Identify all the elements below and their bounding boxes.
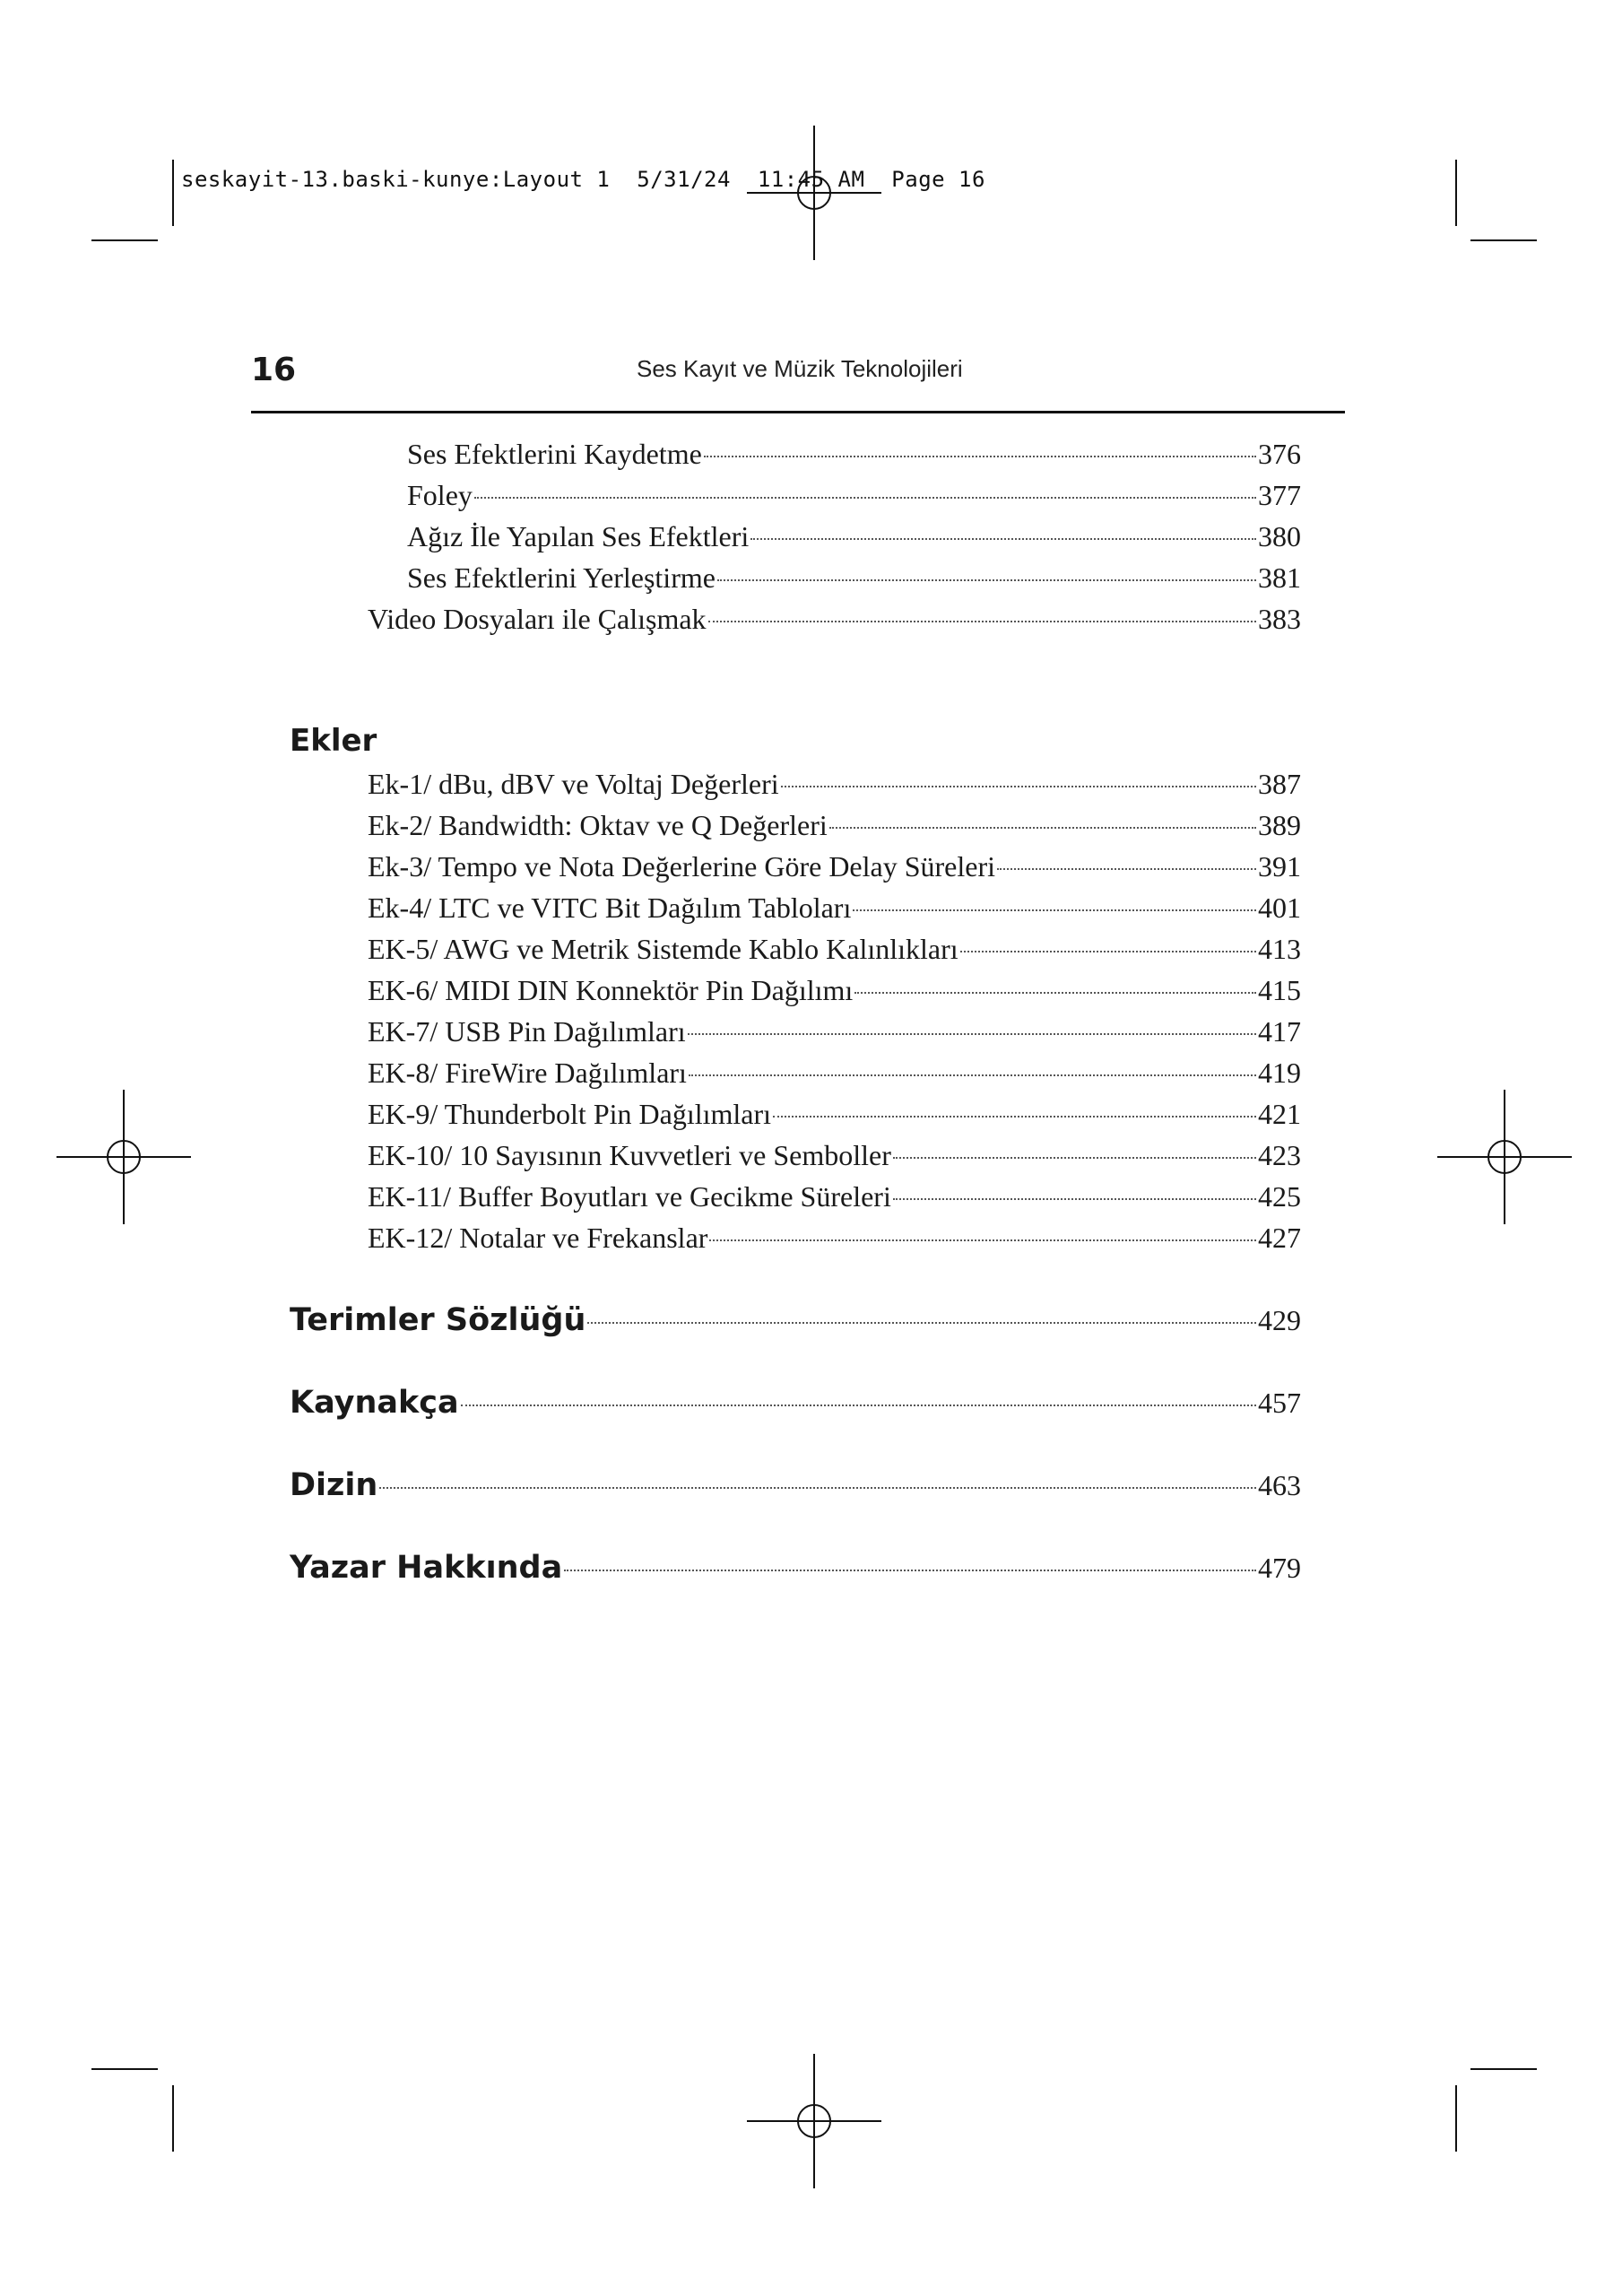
toc-entry-page: 376 bbox=[1258, 438, 1301, 470]
toc-entry-page: 429 bbox=[1258, 1304, 1301, 1336]
registration-mark-icon bbox=[747, 2054, 881, 2188]
toc-entry-page: 427 bbox=[1258, 1222, 1301, 1254]
page-number: 16 bbox=[251, 352, 297, 388]
print-slug-line: seskayit-13.baski-kunye:Layout 1 5/31/24 11:45 AM Page 16 bbox=[181, 167, 985, 192]
toc-entry-title: Foley bbox=[407, 479, 473, 511]
toc-entry-title: EK-8/ FireWire Dağılımları bbox=[368, 1057, 687, 1089]
toc-entry-page: 413 bbox=[1258, 933, 1301, 965]
toc-entry-title: Ek-1/ dBu, dBV ve Voltaj Değerleri bbox=[368, 768, 779, 800]
toc-entry bbox=[407, 436, 1301, 472]
dot-leader bbox=[829, 827, 1256, 829]
toc-entry-page: 417 bbox=[1258, 1015, 1301, 1048]
appendix-entry bbox=[368, 1013, 1301, 1049]
crop-mark-top-left-vertical bbox=[172, 160, 174, 226]
toc-entry-title: EK-9/ Thunderbolt Pin Dağılımları bbox=[368, 1098, 772, 1130]
section-heading: Ekler bbox=[290, 723, 377, 759]
appendix-entry bbox=[368, 1137, 1301, 1173]
crop-mark-top-left-horizontal bbox=[91, 239, 158, 241]
crop-mark-bottom-right-vertical bbox=[1455, 2085, 1457, 2152]
toc-entry-page: 421 bbox=[1258, 1098, 1301, 1130]
toc-entry-page: 401 bbox=[1258, 891, 1301, 924]
toc-entry bbox=[407, 477, 1301, 513]
toc-entry-page: 423 bbox=[1258, 1139, 1301, 1171]
toc-entry-page: 425 bbox=[1258, 1180, 1301, 1213]
toc-entry-page: 463 bbox=[1258, 1469, 1301, 1501]
appendix-entry bbox=[368, 1096, 1301, 1132]
dot-leader bbox=[893, 1198, 1256, 1200]
appendix-entry bbox=[368, 848, 1301, 884]
dot-leader bbox=[709, 1239, 1256, 1241]
dot-leader bbox=[461, 1405, 1256, 1406]
appendix-entry bbox=[368, 807, 1301, 843]
dot-leader bbox=[689, 1074, 1256, 1076]
toc-entry-title: EK-6/ MIDI DIN Konnektör Pin Dağılımı bbox=[368, 974, 854, 1006]
toc-entry-page: 457 bbox=[1258, 1387, 1301, 1419]
toc-entry-title: Terimler Sözlüğü bbox=[290, 1302, 586, 1338]
toc-major-entry bbox=[290, 1550, 1301, 1586]
toc-entry bbox=[407, 560, 1301, 596]
toc-entry-title: EK-12/ Notalar ve Frekanslar bbox=[368, 1222, 708, 1254]
dot-leader bbox=[704, 456, 1256, 457]
crop-mark-top-right-horizontal bbox=[1470, 239, 1537, 241]
dot-leader bbox=[587, 1322, 1256, 1324]
toc-entry-page: 389 bbox=[1258, 809, 1301, 841]
crop-mark-bottom-left-horizontal bbox=[91, 2068, 158, 2070]
dot-leader bbox=[853, 909, 1256, 911]
dot-leader bbox=[781, 786, 1256, 787]
toc-entry-page: 383 bbox=[1258, 603, 1301, 635]
toc-entry-page: 377 bbox=[1258, 479, 1301, 511]
appendix-entry bbox=[368, 1055, 1301, 1091]
dot-leader bbox=[773, 1116, 1256, 1118]
toc-entry bbox=[407, 518, 1301, 554]
header-rule bbox=[251, 411, 1345, 413]
dot-leader bbox=[854, 992, 1256, 994]
toc-entry-page: 391 bbox=[1258, 850, 1301, 883]
dot-leader bbox=[893, 1157, 1256, 1159]
toc-entry-title: Video Dosyaları ile Çalışmak bbox=[368, 603, 707, 635]
running-head: Ses Kayıt ve Müzik Teknolojileri bbox=[637, 355, 963, 382]
dot-leader bbox=[750, 538, 1256, 540]
toc-entry-page: 419 bbox=[1258, 1057, 1301, 1089]
toc-entry-title: Ek-3/ Tempo ve Nota Değerlerine Göre Delay Süreleri bbox=[368, 850, 996, 883]
registration-mark-icon bbox=[747, 126, 881, 260]
dot-leader bbox=[960, 951, 1256, 952]
dot-leader bbox=[997, 868, 1256, 870]
appendix-entry bbox=[368, 1220, 1301, 1256]
registration-mark-icon bbox=[1437, 1090, 1572, 1224]
dot-leader bbox=[708, 621, 1256, 622]
toc-entry-title: EK-7/ USB Pin Dağılımları bbox=[368, 1015, 686, 1048]
toc-entry-page: 415 bbox=[1258, 974, 1301, 1006]
toc-entry-title: EK-5/ AWG ve Metrik Sistemde Kablo Kalınlıkları bbox=[368, 933, 958, 965]
toc-entry-page: 381 bbox=[1258, 561, 1301, 594]
toc-entry-title: EK-10/ 10 Sayısının Kuvvetleri ve Semboller bbox=[368, 1139, 891, 1171]
registration-mark-icon bbox=[56, 1090, 191, 1224]
toc-entry-title: Ağız İle Yapılan Ses Efektleri bbox=[407, 520, 750, 552]
dot-leader bbox=[688, 1033, 1256, 1035]
appendix-entry bbox=[368, 890, 1301, 926]
toc-major-entry bbox=[290, 1302, 1301, 1338]
appendix-entry bbox=[368, 1178, 1301, 1214]
toc-entry-page: 380 bbox=[1258, 520, 1301, 552]
dot-leader bbox=[564, 1570, 1256, 1571]
toc-entry-title: Ses Efektlerini Yerleştirme bbox=[407, 561, 716, 594]
toc-entry-title: Yazar Hakkında bbox=[290, 1550, 563, 1586]
toc-entry-title: Ek-2/ Bandwidth: Oktav ve Q Değerleri bbox=[368, 809, 828, 841]
toc-entry-title: Ek-4/ LTC ve VITC Bit Dağılım Tabloları bbox=[368, 891, 852, 924]
appendix-entry bbox=[368, 766, 1301, 802]
dot-leader bbox=[717, 579, 1256, 581]
toc-entry-title: Ses Efektlerini Kaydetme bbox=[407, 438, 702, 470]
crop-mark-bottom-right-horizontal bbox=[1470, 2068, 1537, 2070]
toc-major-entry bbox=[290, 1385, 1301, 1421]
toc-entry-page: 387 bbox=[1258, 768, 1301, 800]
toc-entry-title: Kaynakça bbox=[290, 1385, 459, 1421]
toc-entry-title: EK-11/ Buffer Boyutları ve Gecikme Süreleri bbox=[368, 1180, 891, 1213]
appendix-entry bbox=[368, 931, 1301, 967]
toc-entry-page: 479 bbox=[1258, 1552, 1301, 1584]
dot-leader bbox=[379, 1487, 1256, 1489]
appendix-entry bbox=[368, 972, 1301, 1008]
crop-mark-bottom-left-vertical bbox=[172, 2085, 174, 2152]
dot-leader bbox=[474, 497, 1256, 499]
toc-major-entry bbox=[290, 1467, 1301, 1503]
toc-entry bbox=[368, 601, 1301, 637]
toc-entry-title: Dizin bbox=[290, 1467, 378, 1503]
crop-mark-top-right-vertical bbox=[1455, 160, 1457, 226]
